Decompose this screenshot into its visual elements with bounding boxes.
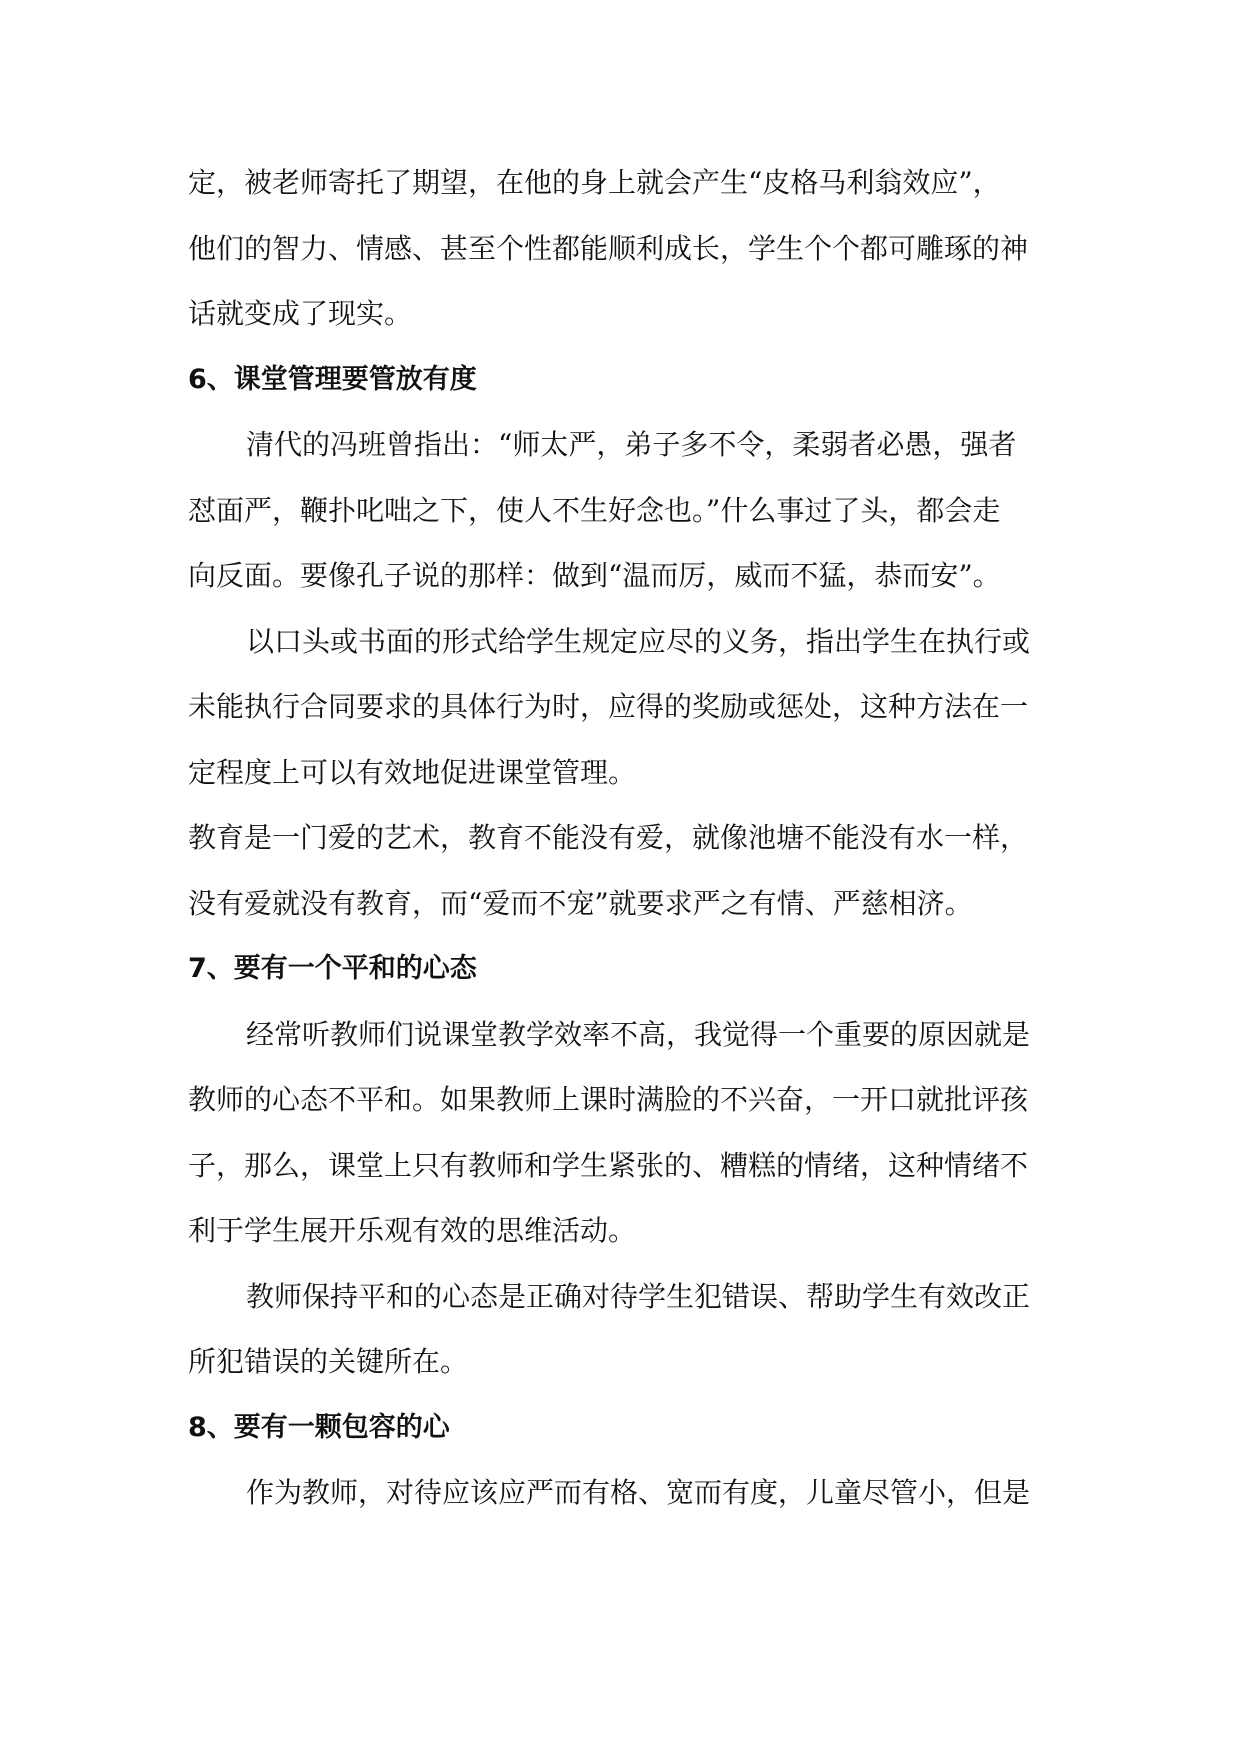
text-line: 怼面严，鞭扑叱咄之下，使人不生好念也。”什么事过了头，都会走 — [188, 493, 1001, 527]
text-line: 利于学生展开乐观有效的思维活动。 — [188, 1214, 637, 1247]
text-line: 话就变成了现实。 — [188, 297, 413, 330]
text-line: 教育是一门爱的艺术，教育不能没有爱，就像池塘不能没有水一样， — [188, 821, 1029, 854]
text-line: 所犯错误的关键所在。 — [188, 1345, 469, 1378]
text-line: 没有爱就没有教育，而“爱而不宠”就要求严之有情、严慈相济。 — [188, 886, 973, 920]
text-line: 向反面。要像孔子说的那样：做到“温而厉，威而不猛，恭而安”。 — [188, 559, 1001, 592]
section-heading-8: 8、要有一颗包容的心 — [188, 1411, 450, 1443]
text-line: 定，被老师寄托了期望，在他的身上就会产生“皮格马利翁效应”， — [188, 166, 1001, 199]
text-line: 清代的冯班曾指出：“师太严，弟子多不令，柔弱者必愚，强者 — [246, 428, 1017, 461]
text-line: 作为教师，对待应该应严而有格、宽而有度，儿童尽管小，但是 — [246, 1476, 1031, 1509]
text-line: 教师保持平和的心态是正确对待学生犯错误、帮助学生有效改正 — [246, 1279, 1031, 1313]
document-body — [188, 150, 1054, 1526]
text-line: 定程度上可以有效地促进课堂管理。 — [188, 755, 637, 789]
text-line: 未能执行合同要求的具体行为时，应得的奖励或惩处，这种方法在一 — [188, 690, 1029, 723]
section-heading-6: 6、课堂管理要管放有度 — [188, 363, 477, 395]
text-line: 以口头或书面的形式给学生规定应尽的义务，指出学生在执行或 — [246, 624, 1031, 658]
text-line: 经常听教师们说课堂教学效率不高，我觉得一个重要的原因就是 — [246, 1017, 1031, 1051]
text-line: 他们的智力、情感、甚至个性都能顺利成长，学生个个都可雕琢的神 — [188, 231, 1029, 265]
section-heading-7: 7、要有一个平和的心态 — [188, 953, 477, 984]
text-line: 子，那么，课堂上只有教师和学生紧张的、糟糕的情绪，这种情绪不 — [188, 1148, 1029, 1182]
text-line: 教师的心态不平和。如果教师上课时满脸的不兴奋，一开口就批评孩 — [188, 1083, 1029, 1116]
